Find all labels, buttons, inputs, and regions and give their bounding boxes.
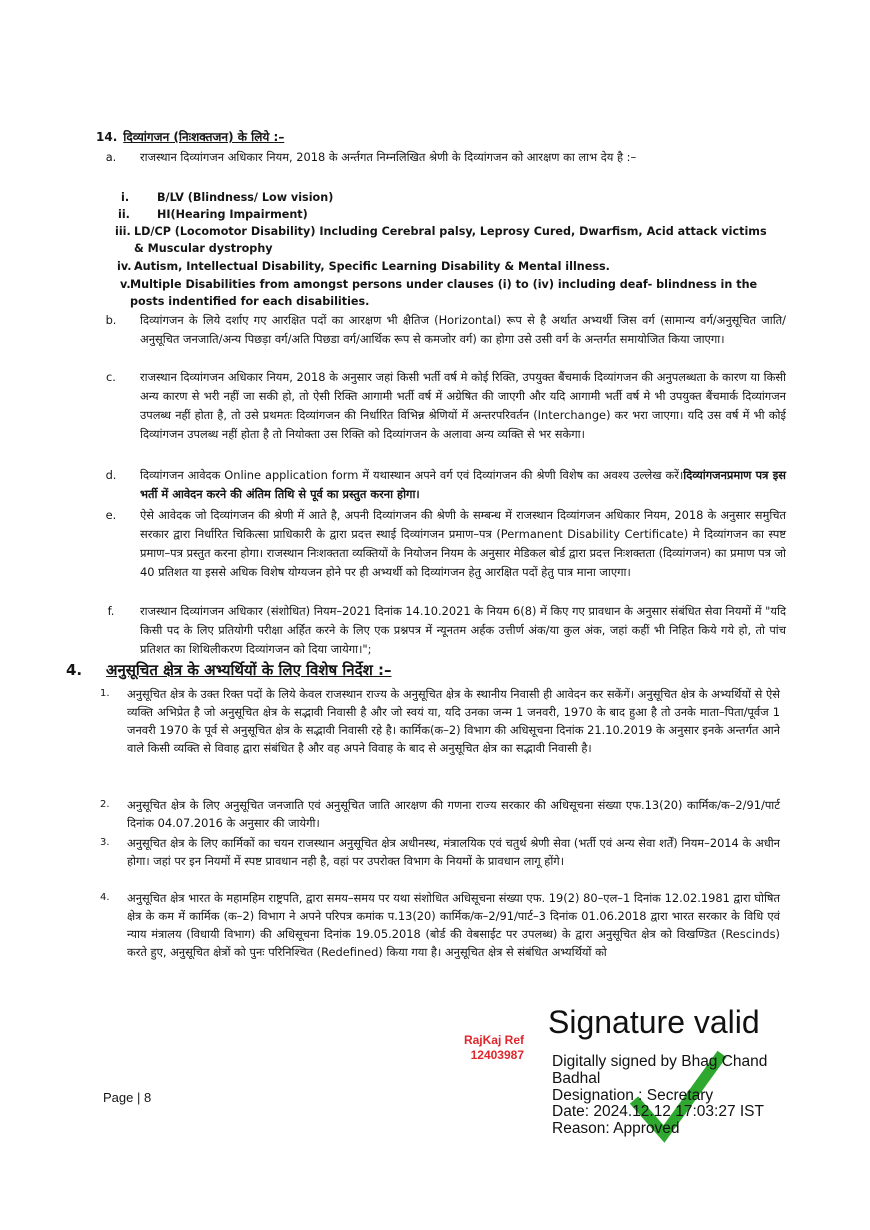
- disability-text: Autism, Intellectual Disability, Specific Learning Disability & Mental illness.: [134, 260, 610, 273]
- item-d: [96, 466, 786, 504]
- item-b-marker: b.: [105, 313, 117, 327]
- rajkaj-label: RajKaj Ref: [463, 1033, 524, 1047]
- page-number: Page | 8: [103, 1090, 152, 1105]
- item-f-marker: f.: [107, 604, 115, 618]
- disability-marker: iii.: [115, 225, 131, 238]
- digital-signature-details: [552, 1054, 767, 1138]
- signature-valid-title: Signature valid: [548, 1004, 760, 1040]
- item-e-text: ऐसे आवेदक जो दिव्यांगजन की श्रेणी में आते है, अपनी दिव्यांगजन की श्रेणी के सम्बन्ध में राजस्थान दिव्यांगजन अधिकार नियम, 2018 के अनुसार समुचित सरकार द्वारा निर्धारित चिकित्सा प्राधिकारी के द्वारा प्रदत्त स्थाई दिव्यांगजन प्रमाण–पत्र (Permanent Disability Certificate) मे दिव्यांगजन का स्पष्ट प्रमाण–पत्र प्रस्तुत करना होगा। राजस्थान निःशक्तता व्यक्तियों के नियोजन नियम के अनुसार मेडिकल बोर्ड द्वारा प्रदत्त निःशक्तता (दिव्यांगजन) का प्रमाण पत्र जो 40 प्रतिशत या इससे अधिक विशेष योग्यजन होने पर ही अभ्यर्थी को दिव्यांगजन हेतु आरक्षित पदों हेतु पात्र माना जाएगा।: [140, 508, 786, 579]
- list-item-4: [100, 889, 780, 961]
- list-item-text: अनुसूचित क्षेत्र भारत के महामहिम राष्ट्रपति, द्वारा समय–समय पर यथा संशोधित अधिसूचना संख्या एफ. 19(2) 80–एल–1 दिनांक 12.02.1981 द्वारा घोषित क्षेत्र के कम में कार्मिक (क–2) विभाग ने अपने परिपत्र कमांक प.13(20) कार्मिक/क–2/91/पार्ट–3 दिनांक 01.06.2018 द्वारा भारत सरकार के विधि एवं न्याय मंत्रालय (विधायी विभाग) की अधिसूचना दिनांक 19.05.2018 (बोर्ड की वेबसाईट पर उपलब्ध) के द्वारा अनुसूचित क्षेत्र को विखण्डित (Rescinds) करते हुए, अनुसूचित क्षेत्रों को पुनः परिनिश्चित (Redefined) किया गया है। अनुसूचित क्षेत्र से संबंधित अभ्यर्थियों को: [127, 891, 780, 959]
- section-4-heading: [66, 660, 392, 680]
- item-d-bold: दिव्यांगजनप्रमाण पत्र इस भर्ती में आवेदन करने की अंतिम तिथि से पूर्व का प्रस्तुत करना होगा।: [140, 468, 786, 501]
- item-b: [96, 311, 786, 349]
- list-item-marker: 4.: [100, 892, 110, 903]
- section-4-number: 4.: [66, 661, 83, 679]
- disability-marker: iv.: [117, 260, 132, 273]
- disability-text: B/LV (Blindness/ Low vision): [157, 191, 334, 204]
- list-item-text: अनुसूचित क्षेत्र के लिए अनुसूचित जनजाति एवं अनुसूचित जाति आरक्षण की गणना राज्य सरकार की अधिसूचना संख्या एफ.13(20) कार्मिक/क–2/91/पार्ट दिनांक 04.07.2016 के अनुसार की जायेगी।: [127, 798, 780, 830]
- designation-line: Designation : Secretary: [552, 1086, 714, 1104]
- item-f-text: राजस्थान दिव्यांगजन अधिकार (संशोधित) नियम–2021 दिनांक 14.10.2021 के नियम 6(8) में किए गए प्रावधान के अनुसार संबंधित सेवा नियमों में "यदि किसी पद के लिए प्रतियोगी परीक्षा अर्हित करने के लिए एक प्रश्नपत्र में न्यूनतम अर्हक उत्तीर्ण अंक/या कुल अंक, जहां कहीं भी निहित किये गये हो, तो पांच प्रतिशत का शिथिलीकरण दिव्यांगजन को दिया जायेगा।";: [140, 604, 786, 656]
- list-item-3: [100, 834, 780, 870]
- disability-text: LD/CP (Locomotor Disability) Including Cerebral palsy, Leprosy Cured, Dwarfism, Acid attack victims & Muscular dystrophy: [134, 225, 767, 255]
- disability-text: HI(Hearing Impairment): [157, 208, 308, 221]
- item-a-marker: a.: [105, 150, 117, 164]
- rajkaj-number: 12403987: [470, 1048, 524, 1062]
- signed-by-line-1: Digitally signed by Bhag Chand: [552, 1053, 768, 1070]
- item-d-text: [140, 466, 786, 504]
- disability-marker: i.: [121, 191, 130, 204]
- disability-marker: v.: [120, 278, 131, 291]
- item-a: [96, 148, 786, 167]
- signed-by-line-2: Badhal: [552, 1069, 601, 1087]
- item-e-marker: e.: [105, 508, 117, 522]
- disability-item-2: [118, 206, 308, 223]
- disability-item-4: [117, 258, 610, 275]
- item-d-plain: दिव्यांगजन आवेदक Online application form में यथास्थान अपने वर्ग एवं दिव्यांगजन की श्रेणी विशेष का अवश्य उल्लेख करें।: [140, 468, 684, 482]
- item-c-marker: c.: [106, 370, 116, 384]
- reason-line: Reason: Approved: [552, 1120, 680, 1138]
- disability-item-1: [121, 189, 334, 206]
- disability-text: Multiple Disabilities from amongst persons under clauses (i) to (iv) including deaf- blindness in the posts indentified for each disabilities.: [130, 278, 758, 308]
- section-14-heading: [96, 128, 284, 145]
- item-a-text: राजस्थान दिव्यांगजन अधिकार नियम, 2018 के अर्न्तगत निम्नलिखित श्रेणी के दिव्यांगजन को आरक्षण का लाभ देय है :–: [140, 150, 637, 164]
- date-line: Date: 2024.12.12 17:03:27 IST: [552, 1103, 764, 1121]
- list-item-marker: 3.: [100, 837, 110, 848]
- disability-marker: ii.: [118, 208, 130, 221]
- rajkaj-reference: [452, 1033, 524, 1063]
- list-item-1: [100, 685, 780, 757]
- section-14-number: 14.: [96, 130, 118, 144]
- item-c-text: राजस्थान दिव्यांगजन अधिकार नियम, 2018 के अनुसार जहां किसी भर्ती वर्ष मे कोई रिक्ति, उपयुक्त बैंचमार्क दिव्यांगजन की अनुपलब्धता के कारण या किसी अन्य कारण से भरी नहीं जा सकी हो, तो ऐसी रिक्ति आगामी भर्ती वर्ष में अग्रेषित की जाएगी और यदि आगामी भर्ती वर्ष मे भी उपयुक्त बैंचमार्क दिव्यांगजन उपलब्ध नहीं होता है, तो उसे प्रथमतः दिव्यांगजन की निर्धारित विभिन्न श्रेणियों में अन्तरपरिवर्तन (Interchange) कर भरा जाएगा। यदि उस वर्ष में भी कोई दिव्यांगजन उपलब्ध नहीं होता है तो नियोक्ता उस रिक्ति को दिव्यांगजन के अलावा अन्य व्यक्ति से भर सकेगा।: [140, 370, 786, 441]
- list-item-text: अनुसूचित क्षेत्र के उक्त रिक्त पदों के लिये केवल राजस्थान राज्य के अनुसूचित क्षेत्र के स्थानीय निवासी ही आवेदन कर सकेंगें। अनुसूचित क्षेत्र के अभ्यर्थियों से ऐसे व्यक्ति अभिप्रेत है जो अनुसूचित क्षेत्र के सद्भावी निवासी है और जो स्वयं या, यदि उनका जन्म 1 जनवरी, 1970 के बाद हुआ है तो उनके माता–पिता/पूर्वज 1 जनवरी 1970 के पूर्व से अनुसूचित क्षेत्र के सद्भावी निवासी रहे है। कार्मिक(क–2) विभाग की अधिसूचना दिनांक 21.10.2019 के अनुसार इनके अन्तर्गत आने वाले किसी व्यक्ति से विवाह द्वारा संबंधित है और वह अपने विवाह के बाद से अनुसूचित क्षेत्र का सद्भावी निवासी है।: [127, 687, 780, 755]
- section-14-title: दिव्यांगजन (निःशक्तजन) के लिये :–: [123, 130, 285, 144]
- item-d-marker: d.: [105, 468, 117, 482]
- list-item-marker: 1.: [100, 688, 110, 699]
- item-b-text: दिव्यांगजन के लिये दर्शाए गए आरक्षित पदों का आरक्षण भी क्षैतिज (Horizontal) रूप से है अर्थात अभ्यर्थी जिस वर्ग (सामान्य वर्ग/अनुसूचित जाति/अनुसूचित जनजाति/अन्य पिछड़ा वर्ग/अति पिछडा वर्ग/आर्थिक रूप से कमजोर वर्ग) का होगा उसे उसी वर्ग के अन्तर्गत समायोजित किया जाएगा।: [140, 313, 786, 346]
- section-4-title: अनुसूचित क्षेत्र के अभ्यर्थियों के लिए विशेष निर्देश :–: [106, 661, 392, 679]
- item-f: [96, 602, 786, 659]
- list-item-marker: 2.: [100, 799, 110, 810]
- list-item-text: अनुसूचित क्षेत्र के लिए कार्मिकों का चयन राजस्थान अनुसूचित क्षेत्र अधीनस्थ, मंत्रालयिक एवं चतुर्थ श्रेणी सेवा (भर्ती एवं अन्य सेवा शर्तें) नियम–2014 के अधीन होगा। जहां पर इन नियमों में स्पष्ट प्रावधान नही है, वहां पर उपरोक्त विभाग के नियमों के प्रावधान लागू होंगे।: [127, 836, 780, 868]
- disability-item-3: [115, 223, 775, 257]
- disability-item-5: [120, 276, 780, 310]
- list-item-2: [100, 796, 780, 832]
- item-c: [96, 368, 786, 444]
- item-e: [96, 506, 786, 582]
